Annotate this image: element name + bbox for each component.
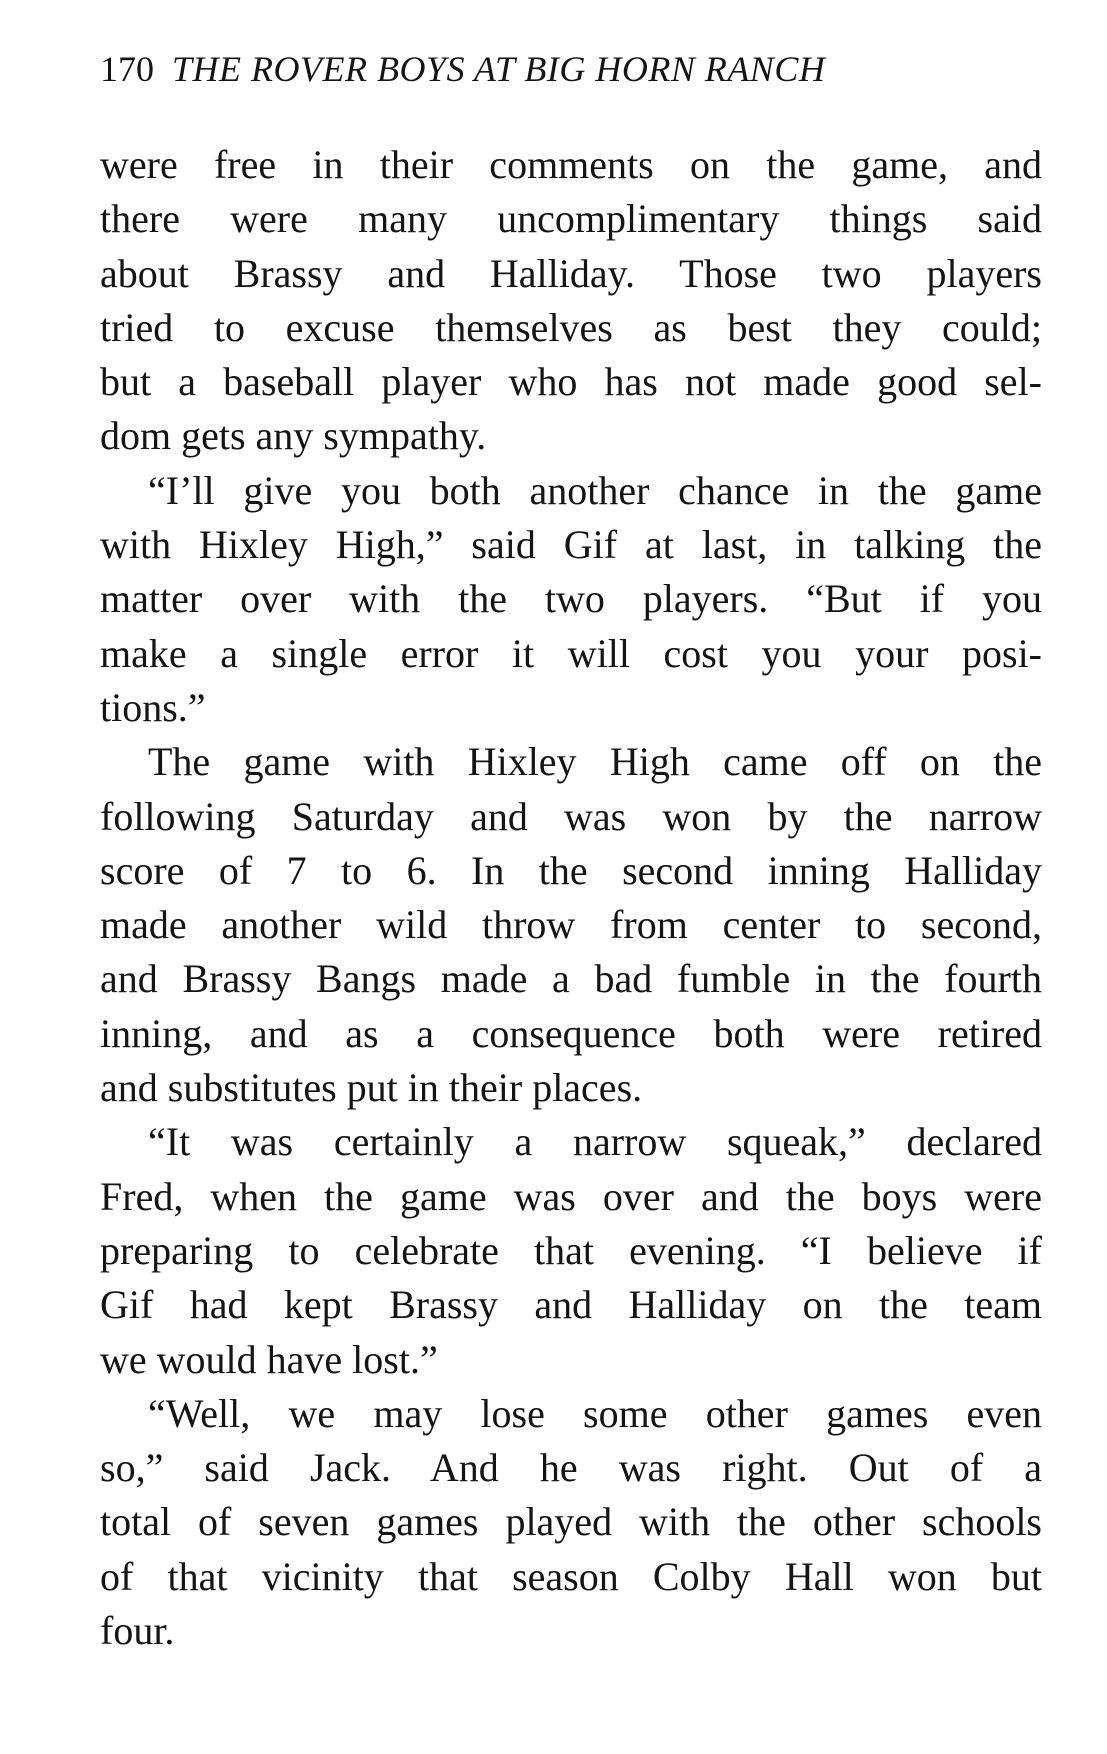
- text-line: and Brassy Bangs made a bad fumble in the fourth: [100, 956, 1042, 1002]
- text-line: with Hixley High,” said Gif at last, in talking the: [100, 522, 1042, 568]
- page-number: 170: [100, 49, 154, 89]
- text-line: “I’ll give you both another chance in the game: [148, 467, 1042, 513]
- text-line: tions.”: [100, 684, 206, 730]
- body-text: [100, 138, 1042, 1658]
- text-line: and substitutes put in their places.: [100, 1065, 643, 1111]
- text-line: total of seven games played with the other schools: [100, 1499, 1042, 1545]
- text-line: we would have lost.”: [100, 1336, 438, 1382]
- text-line: made another wild throw from center to second,: [100, 902, 1042, 948]
- text-line: “It was certainly a narrow squeak,” declared: [148, 1119, 1042, 1165]
- text-line: score of 7 to 6. In the second inning Halliday: [100, 847, 1042, 893]
- text-line: dom gets any sympathy.: [100, 413, 487, 459]
- text-line: Fred, when the game was over and the boys were: [100, 1173, 1042, 1219]
- text-line: inning, and as a consequence both were retired: [100, 1010, 1042, 1056]
- text-line: make a single error it will cost you your posi-: [100, 630, 1042, 676]
- text-line: but a baseball player who has not made good sel-: [100, 359, 1042, 405]
- text-line: were free in their comments on the game, and: [100, 142, 1042, 187]
- text-line: following Saturday and was won by the narrow: [100, 793, 1042, 839]
- text-line: of that vicinity that season Colby Hall won but: [100, 1553, 1042, 1599]
- text-line: tried to excuse themselves as best they could;: [100, 304, 1042, 350]
- text-line: matter over with the two players. “But if you: [100, 576, 1042, 622]
- text-line: about Brassy and Halliday. Those two players: [100, 250, 1042, 296]
- text-line: so,” said Jack. And he was right. Out of a: [100, 1445, 1042, 1491]
- text-line: four.: [100, 1608, 175, 1654]
- text-line: preparing to celebrate that evening. “I believe if: [100, 1227, 1042, 1273]
- text-line: there were many uncomplimentary things said: [100, 196, 1042, 242]
- running-title: THE ROVER BOYS AT BIG HORN RANCH: [172, 49, 826, 89]
- text-line: The game with Hixley High came off on the: [148, 739, 1042, 785]
- page-header: [100, 44, 1020, 94]
- text-line: “Well, we may lose some other games even: [148, 1390, 1042, 1436]
- text-line: Gif had kept Brassy and Halliday on the team: [100, 1282, 1042, 1328]
